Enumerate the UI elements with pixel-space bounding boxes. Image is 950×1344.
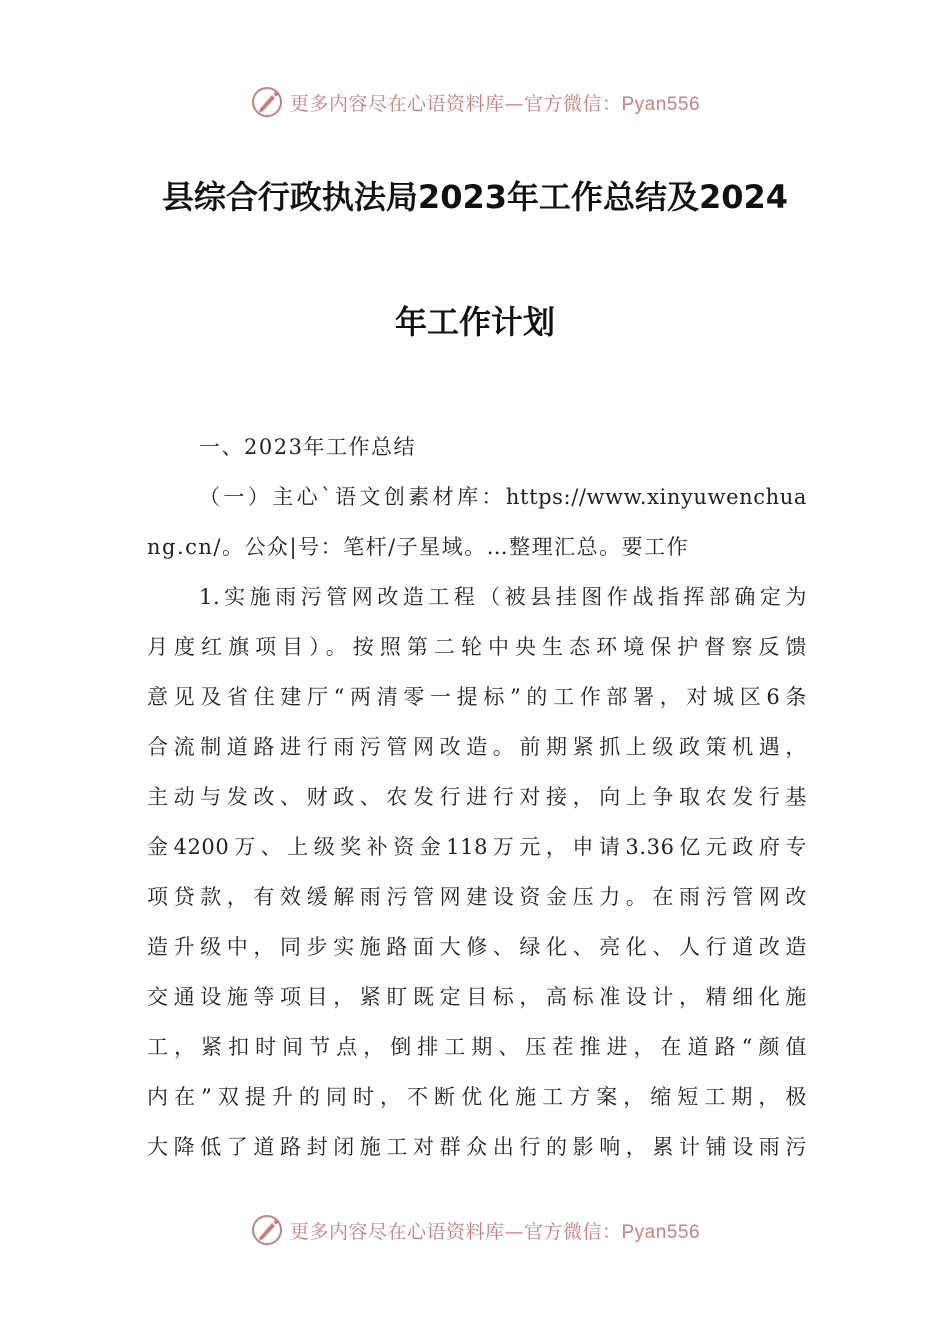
document-title-line-2: 年工作计划 — [394, 303, 555, 341]
pen-logo-icon — [250, 85, 284, 119]
section-heading: 一、2023年工作总结 — [199, 435, 416, 459]
body-line: 交通设施等项目，紧盯既定目标，高标准设计，精细化施 — [147, 985, 807, 1009]
body-line: 金4200万、上级奖补资金118万元，申请3.36亿元政府专 — [147, 835, 807, 859]
body-line: 意见及省住建厅“两清零一提标”的工作部署，对城区6条 — [147, 685, 807, 709]
body-line: 1.实施雨污管网改造工程（被县挂图作战指挥部确定为 — [199, 585, 807, 609]
document-title-line-1: 县综合行政执法局2023年工作总结及2024 — [161, 178, 789, 216]
document-body — [147, 422, 807, 1172]
watermark-banner-bottom — [0, 1210, 950, 1250]
watermark-handle: Pyan556 — [621, 1221, 701, 1243]
body-line: 主动与发改、财政、农发行进行对接，向上争取农发行基 — [147, 785, 807, 809]
watermark-label: 更多内容尽在心语资料库—官方微信： — [289, 92, 622, 115]
body-line: 内在”双提升的同时，不断优化施工方案，缩短工期，极 — [147, 1085, 807, 1109]
body-line: 造升级中，同步实施路面大修、绿化、亮化、人行道改造 — [147, 935, 807, 959]
pen-logo-icon — [250, 1213, 284, 1247]
body-line: 合流制道路进行雨污管网改造。前期紧抓上级政策机遇， — [147, 735, 807, 759]
body-line: 月度红旗项目）。按照第二轮中央生态环境保护督察反馈 — [147, 635, 807, 659]
watermark-label: 更多内容尽在心语资料库—官方微信： — [289, 1220, 622, 1243]
watermark-handle: Pyan556 — [621, 93, 701, 115]
body-line: 项贷款，有效缓解雨污管网建设资金压力。在雨污管网改 — [147, 885, 807, 909]
watermark-text — [290, 89, 700, 116]
watermark-text — [290, 1217, 700, 1244]
body-line: 大降低了道路封闭施工对群众出行的影响，累计铺设雨污 — [147, 1135, 807, 1159]
watermark-banner-top — [0, 82, 950, 122]
body-line: 工，紧扣时间节点，倒排工期、压茬推进，在道路“颜值 — [147, 1035, 807, 1059]
body-line: ng.cn/。公众|号：笔杆/子星域。…整理汇总。要工作 — [147, 535, 690, 559]
body-line: （一）主心`语文创素材库：https://www.xinyuwenchua — [199, 485, 807, 509]
